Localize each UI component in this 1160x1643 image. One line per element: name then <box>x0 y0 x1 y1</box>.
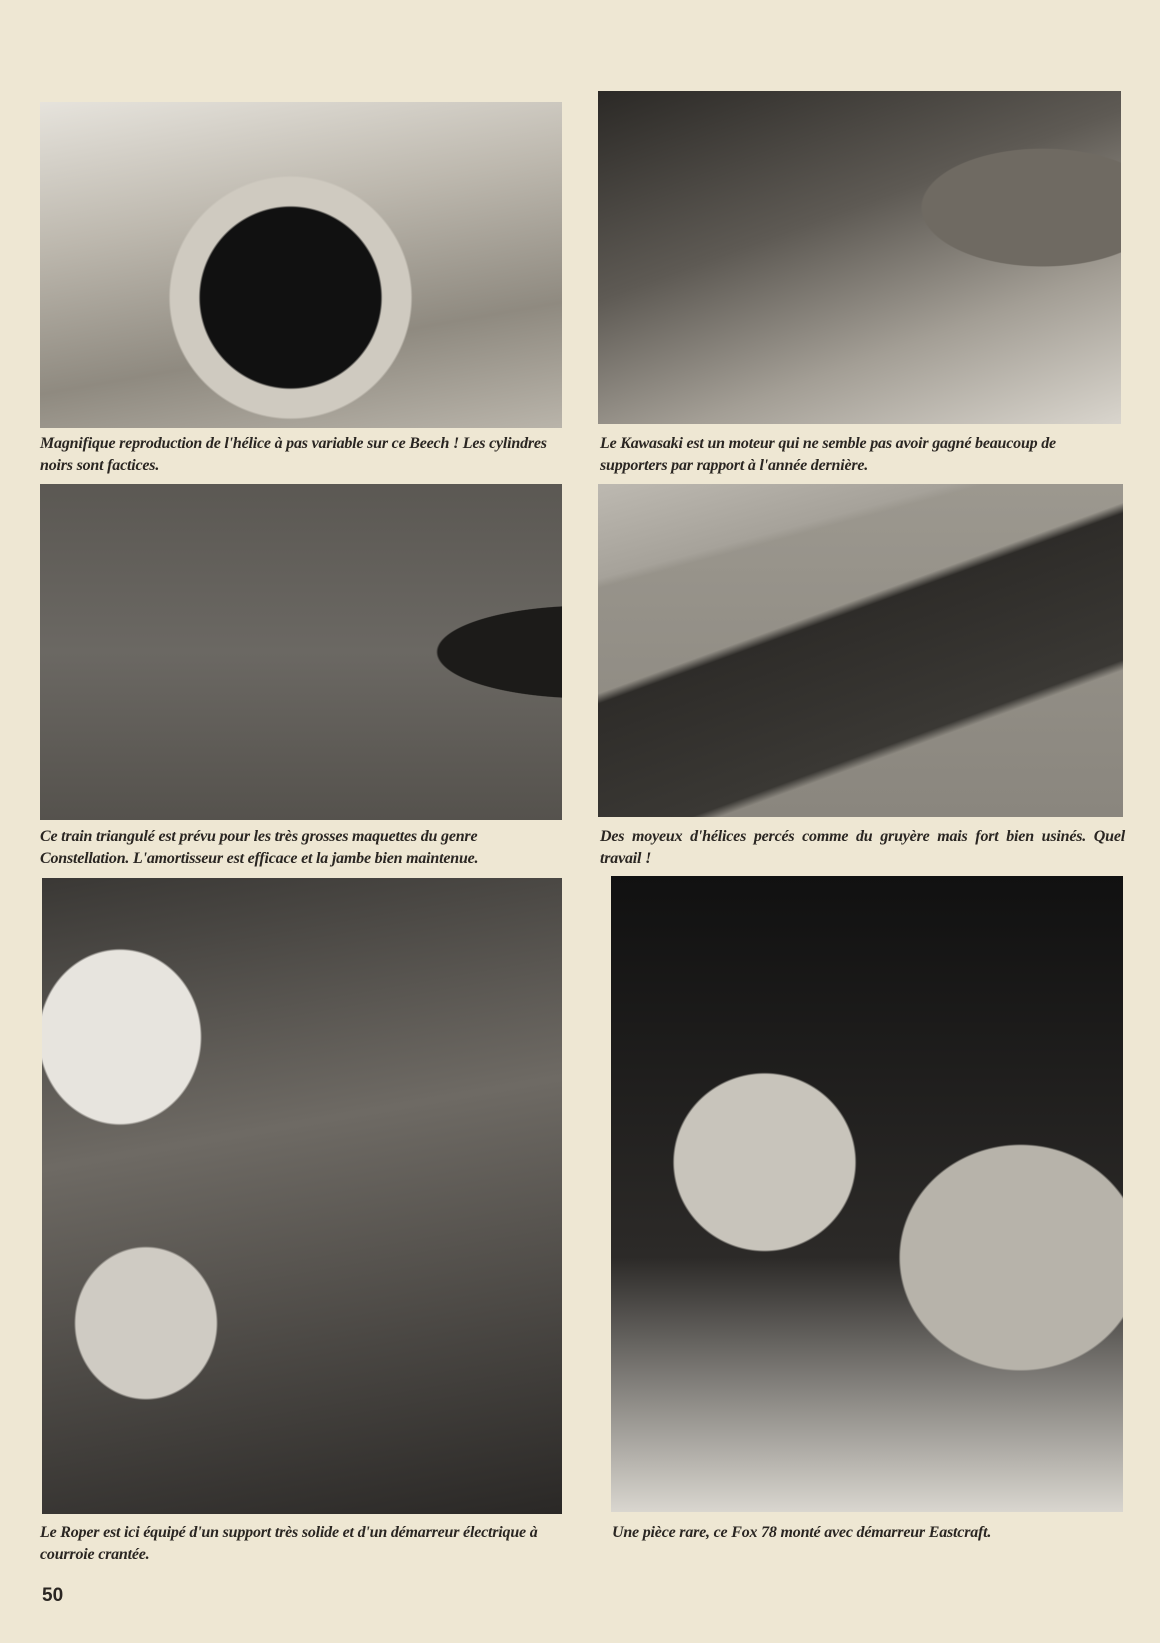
photo-beech-propeller <box>40 102 562 428</box>
caption-1: Magnifique reproduction de l'hélice à pas variable sur ce Beech ! Les cylindres noirs sont factices. <box>40 435 547 474</box>
caption-6: Une pièce rare, ce Fox 78 monté avec démarreur Eastcraft. <box>612 1524 992 1541</box>
caption-4: Des moyeux d'hélices percés comme du gruyère mais fort bien usinés. Quel travail ! <box>600 828 1125 867</box>
photo-landing-gear <box>40 484 562 820</box>
caption-2: Le Kawasaki est un moteur qui ne semble pas avoir gagné beaucoup de supporters par rapport à l'année dernière. <box>600 435 1056 474</box>
caption-3: Ce train triangulé est prévu pour les très grosses maquettes du genre Constellation. L'amortisseur est efficace et la jambe bien maintenue. <box>40 828 479 867</box>
photo-fox-78-engine <box>611 876 1123 1512</box>
caption-5: Le Roper est ici équipé d'un support très solide et d'un démarreur électrique à courroie crantée. <box>40 1524 538 1563</box>
photo-propeller-hub <box>598 484 1123 817</box>
page-number: 50 <box>42 1585 64 1606</box>
photo-roper-engine <box>42 878 562 1514</box>
photo-kawasaki-engine <box>598 91 1121 424</box>
